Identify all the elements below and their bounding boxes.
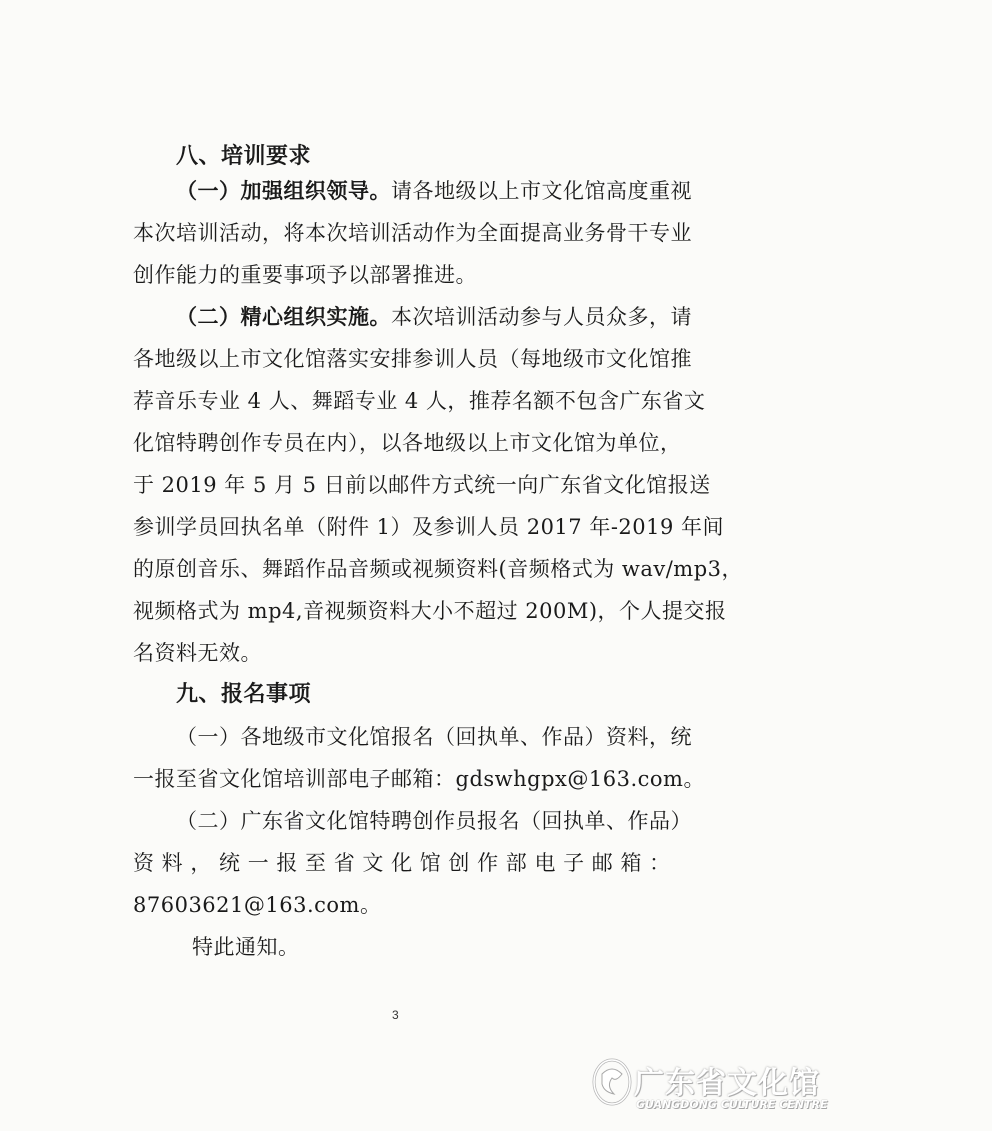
section-8-item-2-line-7: 的原创音乐、舞蹈作品音频或视频资料(音频格式为 wav/mp3，	[133, 557, 744, 581]
item-1-text: 请各地级以上市文化馆高度重视	[391, 179, 692, 203]
section-8-item-1-line-3: 创作能力的重要事项予以部署推进。	[133, 263, 477, 287]
section-9-item-2-line-2: 资 料 ， 统 一 报 至 省 文 化 馆 创 作 部 电 子 邮 箱 ：	[133, 851, 671, 875]
section-8-heading: 八、培训要求	[176, 144, 312, 169]
section-8-item-2-line-2: 各地级以上市文化馆落实安排参训人员（每地级市文化馆推	[133, 347, 692, 371]
section-8-item-2-line-1	[176, 302, 976, 332]
item-2-text: 本次培训活动参与人员众多，请	[391, 305, 692, 329]
page-number: 3	[392, 1008, 399, 1022]
section-8-item-2-line-6: 参训学员回执名单（附件 1）及参训人员 2017 年-2019 年间	[133, 515, 725, 539]
section-9-item-1-line-2: 一报至省文化馆培训部电子邮箱：gdswhgpx@163.com。	[133, 767, 705, 791]
section-9-item-2-line-1: （二）广东省文化馆特聘创作员报名（回执单、作品）	[176, 809, 692, 833]
watermark-subtitle: GUANGDONG CULTURE CENTRE	[636, 1098, 828, 1111]
watermark-name: 广东省文化馆	[634, 1066, 820, 1101]
section-8-item-2-line-9: 名资料无效。	[133, 641, 262, 665]
watermark	[590, 1052, 828, 1122]
section-9-item-2-line-3: 87603621@163.com。	[133, 893, 382, 917]
section-8-item-1-line-1	[176, 176, 976, 206]
closing-text: 特此通知。	[192, 935, 300, 959]
section-8-item-2-line-3: 荐音乐专业 4 人、舞蹈专业 4 人，推荐名额不包含广东省文	[133, 389, 706, 413]
section-8-item-2-line-4: 化馆特聘创作专员在内），以各地级以上市文化馆为单位，	[133, 431, 682, 455]
section-9-item-1-line-1: （一）各地级市文化馆报名（回执单、作品）资料，统	[176, 725, 692, 749]
section-9-heading: 九、报名事项	[176, 682, 312, 707]
item-1-title: （一）加强组织领导。	[176, 179, 391, 203]
item-2-title: （二）精心组织实施。	[176, 305, 391, 329]
culture-centre-logo-icon	[590, 1056, 634, 1108]
section-8-item-2-line-8: 视频格式为 mp4,音视频资料大小不超过 200M)，个人提交报	[133, 599, 727, 623]
section-8-item-2-line-5: 于 2019 年 5 月 5 日前以邮件方式统一向广东省文化馆报送	[133, 473, 711, 497]
section-8-item-1-line-2: 本次培训活动，将本次培训活动作为全面提高业务骨干专业	[133, 221, 692, 245]
